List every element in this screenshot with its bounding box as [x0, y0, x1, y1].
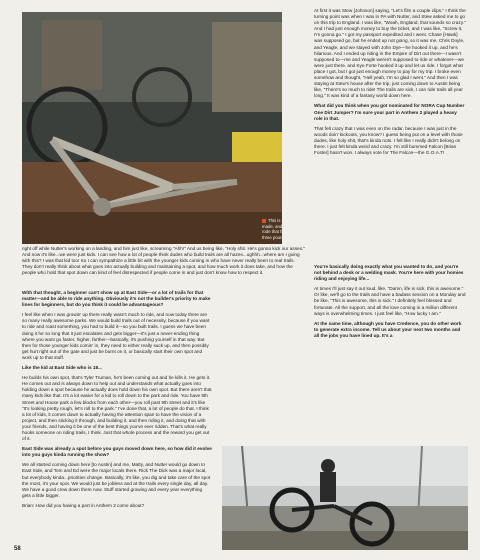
bike-frame-photo: [22, 12, 282, 244]
right-column-bottom: [314, 264, 466, 343]
caption-marker-icon: [262, 219, 266, 223]
question: What did you think when you got nominated for NORA Cup Number One Dirt Jumper? I'm sure your part in Anthem 2 played a heavy role in that.: [314, 103, 465, 121]
photo-caption: [262, 218, 354, 240]
rider-photo: [222, 446, 468, 550]
right-column-top: [314, 8, 466, 160]
paragraph: He builds his own spot, that's Tyler Truman, he's been coming out and he kills it. He gets it. He comes out and is always down to help out and understands what actually goes into holding down a spot because he actually does hold down his own spot. But there aren't that many kids like that. It's a lot easier for a kid to roll down to the park and ride. You have 9th Street and House park a few blocks from each other—you roll past 9th street and it's like "It's looking pretty rough, let's roll to the park." I've done that, a lot of people do that. I think a lot of kids, it comes down to actually having the attention span to have the vision of a project, and then sticking it through, and building it, and then riding it, and doing that with your friends, and having it be one of the best things you've ever ridden. That's what really hooks someone on riding trails, I think. Just that whole process and the reward you get out of it.: [22, 375, 212, 442]
paragraph: right off while Nutter's working on a landing, and him just like, screaming "Ahh!" And us being like, "Holy shit. He's gonna kick our asses." And now it's like...we were just kids. I can see how a lot of people think dudes who build trails are all hazes...ughhh...where am I going with this? I was that kid too! So I can sympathize a little bit with the younger kids coming in who have never really been to real trails. They don't really think about what goes into actually building and maintaining a spot, and how much work it does take, and how the people who hold that spot down can kind of feel disrespected if people come in and just don't know how to respect it.: [22, 246, 305, 276]
caption-text: This is the second Credence frame ever made, and the first titanium frame we made. I rode that frame for over four years. It weighs three pounds!: [262, 218, 349, 240]
paragraph: That felt crazy that I was even on the radar, because I was just in the woods doin' kickouts, you know? I guess being put on a level with those dudes, like holy shit, that's kinda nuts. I felt like I really didn't belong on there. I just felt kinda weird and crazy. I'm still bummed Falcon [Brian Foster] hasn't won. I always vote for The Falcon—the G.O.A.T!: [314, 125, 463, 156]
paragraph: At first it was Stew [Johnson] saying, "Let's film a couple clips." I think the turning point was when I was in PA with Nutter, and Stew asked me to go on this trip to England. I was like, "Woah, England, that sounds so crazy." And I had just enough money to buy the ticket, and I was like, "Screw it, I'm gonna go." I got my passport expedited and I went. Chase [Hawk] was supposed go, but he ended up not going, so it was me, Chris Doyle, and Yeagle, and we stayed with John Dye—he hooked it up, and he's hilarious. And I ended up riding in the Empire of Dirt out there—I wasn't supposed to—me and Yeagle weren't supposed to ride or whatever—we were just there, and Kye Forte hooked it up and let us ride. I forgot what place I got, but I got just enough money to pay for my trip. I broke even somehow and thought, "Hell yeah, I'm so glad I went." And then I was staying at Stew's house after the trip, just coming down to Austin being like, "There's so much to ride! The trails are sick, I can ride trails all year long." It was kind of a fantasy world down here.: [314, 8, 466, 99]
left-column: [22, 290, 212, 513]
question: Like the kid at East Side who is 18...: [22, 365, 102, 371]
question: At the same time, although you have Credence, you do other work to generate extra income. Tell us about your next two months and all the jobs you have lined up. It's a: [314, 320, 462, 338]
page-number: 58: [14, 546, 21, 552]
full-width-paragraph: [22, 246, 306, 280]
paragraph: We all started coming down here [to Austin] and me, Matty, and Nutter would go down to East Side, and Tom and Ed were the major locals there. Rick The Dick was a major local, but everybody kinda...priorities change. Basically, it's like, you dig and take care of the spot the most, it's your spot. We would just be jobless and at the trails every single day, all day. We have a good crew down there now. Stuff started growing and every year everything gets a little bigger.: [22, 462, 211, 498]
question: With that thought, a beginner can't show up at East Side—or a lot of trails for that matter—and be able to ride anything. Obviously it's not the builder's priority to make lines for beginners, but do you think it could be advantageous?: [22, 290, 211, 308]
question: You're basically doing exactly what you wanted to do, and you're not behind a desk or a welding mask. You're here with your homies riding and enjoying life...: [314, 264, 464, 282]
paragraph: I feel like when I was growin' up there really wasn't much to ride, and now today there are so many really awesome parks. We would build trails out of necessity, because if you want to ride and roast something, you had to build it—so you built trails. I guess we have been doing it for so long that it just escalates and gets bigger—it's just a never-ending thing where you want go faster, higher, farther—basically, it's pushing yourself in that way. But then for those younger kids comin' in, they need to either really suck up, and then possibly get hurt right out of the gate and just be burnt on it, or basically start their own spot and work up to that stuff.: [22, 312, 210, 360]
question: East Side was already a spot before you guys moved down here, so how did it evolve into you guys kinda running the show?: [22, 446, 212, 458]
paragraph: At times I'll just say it out loud, like, "Damn, life is sick, this is awesome." Or like, we'll go to the trails and have a badass session on a Monday and be like, "This is awesome, this is sick." I definitely feel blessed and fortunate. All the support, and all the love coming in a million different ways is overwhelming times. I just feel like, "How lucky I am.": [314, 286, 466, 316]
paragraph: Brian: How did you having a part in Anthem 2 come about?: [22, 502, 145, 508]
